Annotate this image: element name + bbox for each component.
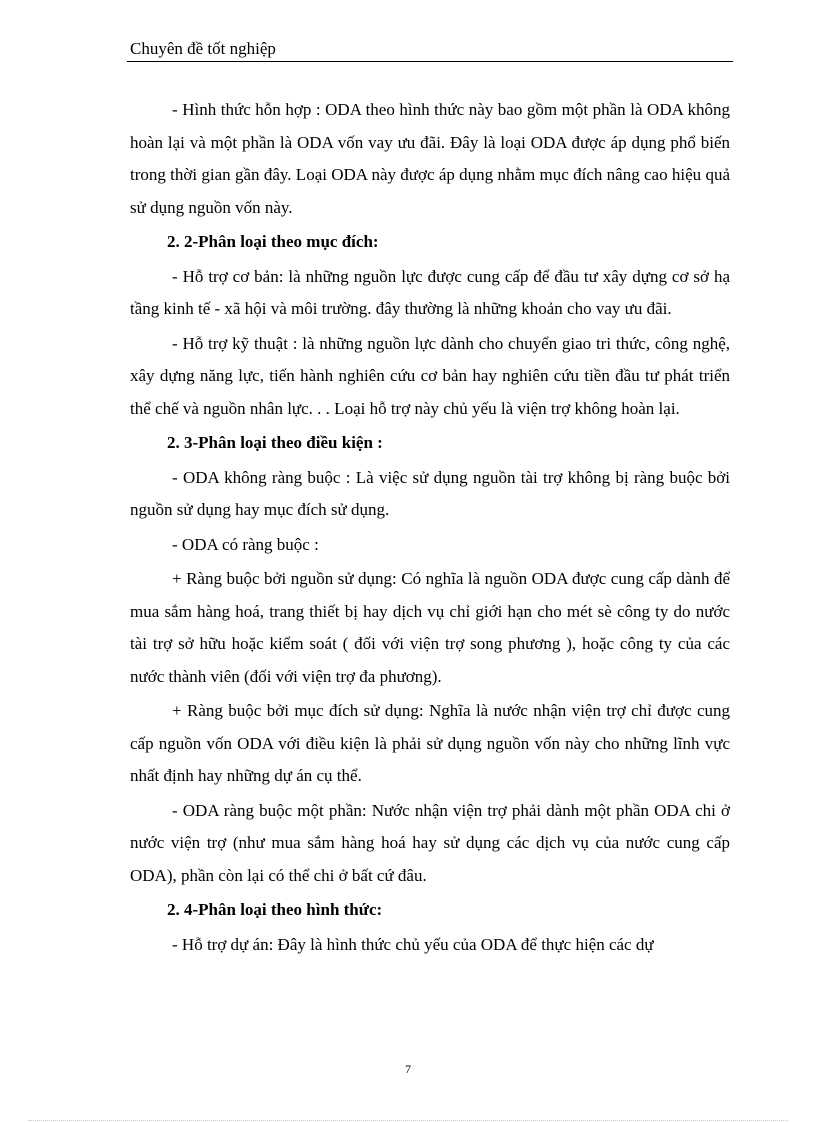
paragraph-rang-buoc-nguon: + Ràng buộc bởi nguồn sử dụng: Có nghĩa là nguồn ODA được cung cấp dành để mua sắm hàng hoá, trang thiết bị hay dịch vụ chỉ giới hạn cho mét sè công ty do nước tài trợ sở hữu hoặc kiểm soát ( đối với viện trợ song phương ), hoặc công ty của các nước thành viên (đối với viện trợ đa phương). (130, 569, 730, 686)
section-heading-dieu-kien: 2. 3-Phân loại theo điều kiện : (167, 433, 383, 452)
page-bottom-border (28, 1120, 788, 1121)
header-divider (127, 61, 733, 62)
paragraph-rang-buoc-mot-phan: - ODA ràng buộc một phần: Nước nhận viện trợ phải dành một phần ODA chi ở nước viện trợ (như mua sắm hàng hoá hay sử dụng các dịch vụ của nước cung cấp ODA), phần còn lại có thể chi ở bất cứ đâu. (130, 800, 730, 885)
paragraph-oda-co-rang-buoc: - ODA có ràng buộc : (172, 534, 319, 554)
paragraph-rang-buoc-muc-dich: + Ràng buộc bởi mục đích sử dụng: Nghĩa là nước nhận viện trợ chỉ được cung cấp nguồn vốn ODA với điều kiện là phải sử dụng nguồn vốn này cho những lĩnh vực nhất định hay những dự án cụ thể. (130, 701, 730, 785)
body-text (130, 94, 730, 963)
paragraph-hinh-thuc-hon-hop: - Hình thức hỗn hợp : ODA theo hình thức này bao gồm một phần là ODA không hoàn lại và một phần là ODA vốn vay ưu đãi. Đây là loại ODA được áp dụng phổ biến trong thời gian gần đây. Loại ODA này được áp dụng nhằm mục đích nâng cao hiệu quả sử dụng nguồn vốn này. (130, 100, 730, 217)
paragraph-ho-tro-ky-thuat: - Hỗ trợ kỹ thuật : là những nguồn lực dành cho chuyển giao tri thức, công nghệ, xây dựng năng lực, tiến hành nghiên cứu cơ bản hay nghiên cứu tiền đầu tư phát triển thể chế và nguồn nhân lực. . . Loại hỗ trợ này chủ yếu là viện trợ không hoàn lại. (130, 333, 730, 418)
paragraph-ho-tro-co-ban: - Hỗ trợ cơ bản: là những nguồn lực được cung cấp để đầu tư xây dựng cơ sở hạ tầng kinh tế - xã hội và môi trường. đây thường là những khoản cho vay ưu đãi. (130, 266, 730, 318)
header-title: Chuyên đề tốt nghiệp (130, 39, 276, 58)
page-number: 7 (405, 1062, 411, 1076)
paragraph-oda-khong-rang-buoc: - ODA không ràng buộc : Là việc sử dụng nguồn tài trợ không bị ràng buộc bởi nguồn sử dụng hay mục đích sử dụng. (130, 467, 730, 519)
paragraph-ho-tro-du-an: - Hỗ trợ dự án: Đây là hình thức chủ yếu của ODA để thực hiện các dự (172, 934, 654, 954)
section-heading-hinh-thuc: 2. 4-Phân loại theo hình thức: (167, 900, 383, 919)
section-heading-muc-dich: 2. 2-Phân loại theo mục đích: (167, 232, 379, 251)
